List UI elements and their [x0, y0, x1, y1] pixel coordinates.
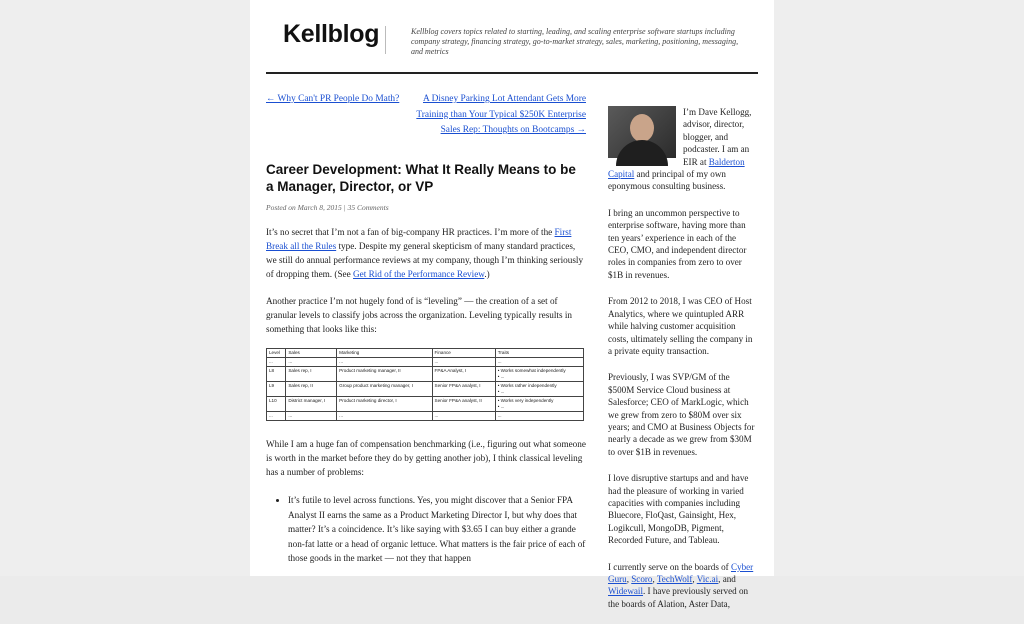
header-divider	[385, 26, 386, 54]
table-cell: ...	[495, 412, 583, 421]
table-cell: L9	[267, 382, 286, 397]
boards-text: I currently serve on the boards of	[608, 561, 731, 572]
table-row	[267, 367, 584, 382]
board-link-techwolf[interactable]: TechWolf	[656, 574, 693, 584]
table-cell: Senior FP&A analyst, I	[432, 382, 495, 397]
table-cell: Product marketing director, I	[337, 397, 432, 412]
sidebar-paragraph: Previously, I was SVP/GM of the $500M Service Cloud business at Salesforce; CEO of MarkLogic, which we grew from zero to $80M over six years; and CMO at Business Objects for nearly a decade as we grew from $30M to over $1B in revenues.	[608, 372, 755, 457]
post-navigation	[266, 92, 586, 152]
author-sidebar	[608, 106, 758, 624]
table-cell: ...	[432, 412, 495, 421]
trait-text: Works very independently	[500, 398, 554, 403]
paragraph-text: .)	[484, 269, 490, 279]
table-row	[267, 397, 584, 412]
table-cell: ...	[267, 412, 286, 421]
problems-list	[266, 493, 586, 566]
avatar-shoulders	[616, 140, 668, 166]
table-row	[267, 382, 584, 397]
sidebar-paragraph: I love disruptive startups and and have had the pleasure of working in varied capacities with companies including Bluecore, FloQast, Gainsight, Hex, Logikcull, MongoDB, Pigment, Recorded Future, and Tableau.	[608, 473, 749, 546]
leveling-table	[266, 348, 584, 421]
table-cell: ...	[337, 412, 432, 421]
table-cell: • Works somewhat independently • ...	[495, 367, 583, 382]
table-row	[267, 358, 584, 367]
table-cell: Senior FP&A analyst, II	[432, 397, 495, 412]
board-link-scoro[interactable]: Scoro	[631, 574, 653, 584]
column-header: Level	[267, 349, 286, 358]
balderton-capital-link[interactable]: Balderton Capital	[608, 156, 745, 180]
sidebar-bio	[608, 106, 758, 193]
table-cell: ...	[267, 358, 286, 367]
table-row	[267, 412, 584, 421]
separator: ,	[626, 574, 632, 584]
paragraph-text: It’s no secret that I’m not a fan of big-company HR practices. I’m more of the	[266, 227, 555, 237]
table-cell: ...	[286, 358, 337, 367]
sidebar-boards	[608, 561, 758, 611]
bio-text: and principal of my own eponymous consulting business.	[608, 169, 726, 192]
first-break-link[interactable]: First Break all the Rules	[266, 227, 572, 251]
table-cell: Product marketing manager, II	[337, 367, 432, 382]
bio-text: I’m Dave Kellogg, advisor, director, blogger, and podcaster. I am an EIR at	[683, 107, 752, 167]
post-date: Posted on March 8, 2015	[266, 203, 342, 212]
table-cell: ...	[286, 412, 337, 421]
list-item: • It’s futile to level across functions. Yes, you might discover that a Senior FPA Analyst II earns the same as a Product Marketing Director I, but why does that matter? It’s a coincidence. It’s like saying with $3.65 I can buy either a grande non-fat latte or a head of organic lettuce. What matters is the fair price of each of those goods in the market — not they that happen	[288, 493, 586, 566]
table-cell: Sales rep, II	[286, 382, 337, 397]
post-meta	[266, 203, 586, 212]
avatar-face	[630, 114, 654, 142]
column-header: Marketing	[337, 349, 432, 358]
table-cell: ...	[495, 358, 583, 367]
table-cell: L8	[267, 367, 286, 382]
board-link-cyber-guru[interactable]: Cyber Guru	[608, 561, 754, 584]
author-photo	[608, 106, 676, 158]
table-cell: Sales rep, I	[286, 367, 337, 382]
post-title: Career Development: What It Really Means to be a Manager, Director, or VP	[266, 162, 576, 194]
main-content	[266, 92, 586, 566]
blog-header	[266, 0, 758, 74]
previous-post-link[interactable]: ← Why Can't PR People Do Math?	[266, 94, 400, 104]
column-header: Sales	[286, 349, 337, 358]
paragraph-text: type. Despite my general skepticism of many standard practices, we still do annual performance reviews at my company, though I’m thinking seriously of dropping them. (See	[266, 241, 584, 279]
table-cell: ...	[337, 358, 432, 367]
table-header-row	[267, 349, 584, 358]
meta-separator: |	[343, 203, 348, 212]
blog-page	[250, 0, 774, 609]
blog-logo[interactable]: Kellblog	[283, 20, 380, 48]
blog-tagline: Kellblog covers topics related to starting, leading, and scaling enterprise software startups including company strategy, financing strategy, go-to-market strategy, sales, marketing, positioning, messaging, and metrics	[411, 27, 739, 56]
board-link-widewail[interactable]: Widewail	[608, 586, 643, 597]
post-paragraph-2: Another practice I’m not hugely fond of is “leveling” — the creation of a set of granular levels to classify jobs across the organization. Leveling typically results in something that looks like this:	[266, 296, 573, 334]
trait-text: Works somewhat independently	[500, 368, 566, 373]
table-cell: L10	[267, 397, 286, 412]
table-cell: Group product marketing manager, I	[337, 382, 432, 397]
comments-link[interactable]: 35 Comments	[347, 203, 389, 212]
trait-text: Works rather independently	[500, 383, 557, 388]
sidebar-paragraph: From 2012 to 2018, I was CEO of Host Analytics, where we quintupled ARR while halving customer acquisition costs, ultimately selling the company in a private equity transaction.	[608, 296, 753, 356]
table-cell: • Works rather independently • ...	[495, 382, 583, 397]
performance-review-link[interactable]: Get Rid of the Performance Review	[353, 269, 485, 279]
separator: ,	[692, 574, 697, 584]
table-cell: • Works very independently • ...	[495, 397, 583, 412]
post-paragraph-3: While I am a huge fan of compensation benchmarking (i.e., figuring out what someone is worth in the market before they do by getting another job), I think classical leveling has a number of problems:	[266, 439, 586, 477]
next-post-link[interactable]: A Disney Parking Lot Attendant Gets More Training than Your Typical $250K Enterprise Sales Rep: Thoughts on Bootcamps →	[416, 94, 586, 135]
post-paragraph-1	[266, 225, 586, 281]
separator: ,	[652, 574, 657, 584]
table-cell: ...	[432, 358, 495, 367]
column-header: Finance	[432, 349, 495, 358]
sidebar-paragraph: I bring an uncommon perspective to enterprise software, having more than ten years’ experience in each of the CEO, CMO, and independent director roles in companies from zero to over $1B in revenues.	[608, 207, 747, 280]
boards-text: . I have previously served on the boards of Alation, Aster Data,	[608, 586, 749, 609]
board-link-vic-ai[interactable]: Vic.ai	[696, 574, 719, 584]
separator: , and	[718, 574, 736, 584]
table-cell: District manager, I	[286, 397, 337, 412]
table-cell: FP&A Analyst, I	[432, 367, 495, 382]
column-header: Traits	[495, 349, 583, 358]
